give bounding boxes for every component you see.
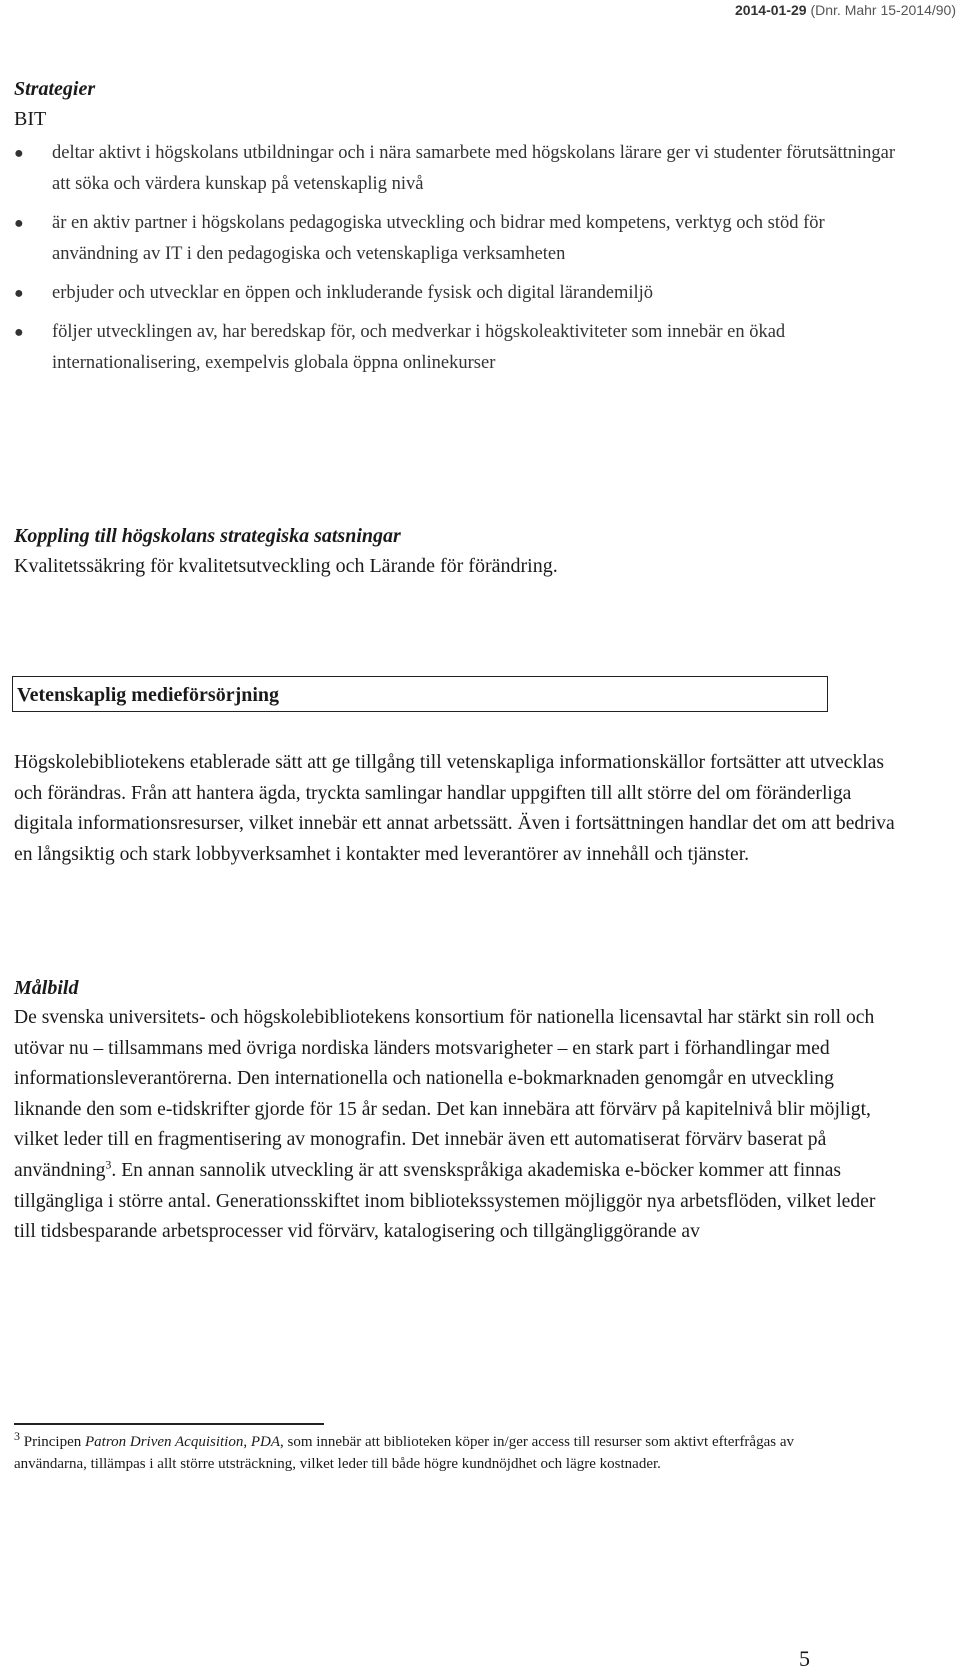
malbild-text-before: De svenska universitets- och högskolebibliotekens konsortium för nationella licensavtal har stärkt sin roll och utövar nu – tillsammans med övriga nordiska länders motsvarigheter – en stark part i förhandlingar med informationsleverantörerna. Den internationella och nationella e-bokmarknaden genomgår en utveckling liknande den som e-tidskrifter gjorde för 15 år sedan. Det kan innebära att förvärv på kapitelnivå blir möjligt, vilket leder till en fragmentisering av monografin. Det innebär även ett automatiserat förvärv baserat på användning bbox=[14, 1007, 875, 1181]
strategies-heading: Strategier bbox=[14, 78, 96, 100]
header-date: 2014-01-29 bbox=[734, 2, 807, 18]
footnote bbox=[14, 1429, 830, 1475]
coupling-heading: Koppling till högskolans strategiska satsningar bbox=[14, 525, 401, 547]
list-item-text: erbjuder och utvecklar en öppen och inkluderande fysisk och digital lärandemiljö bbox=[52, 283, 654, 303]
malbild-section bbox=[14, 973, 900, 1248]
malbild-text-after: . En annan sannolik utveckling är att svenskspråkiga akademiska e-böcker kommer att finnas tillgängliga i större antal. Generationsskiftet inom bibliotekssystemen möjliggör nya arbetsflöden, vilket leder till tidsbesparande arbetsprocesser vid förvärv, katalogisering och tillgängliggörande av bbox=[14, 1159, 876, 1243]
header-reference: (Dnr. Mahr 15-2014/90) bbox=[810, 2, 956, 18]
footnote-abbr: PDA bbox=[250, 1434, 280, 1450]
list-item bbox=[14, 317, 900, 379]
bullet-icon: ● bbox=[14, 145, 24, 162]
malbild-paragraph bbox=[14, 1003, 900, 1248]
footnote-reference[interactable]: 3 bbox=[105, 1157, 112, 1172]
coupling-text: Kvalitetssäkring för kvalitetsutveckling och Lärande för förändring. bbox=[14, 555, 558, 577]
malbild-heading: Målbild bbox=[14, 977, 79, 999]
list-item-text: är en aktiv partner i högskolans pedagogiska utveckling och bidrar med kompetens, verktyg och stöd för användning av IT i den pedagogiska och vetenskapliga verksamheten bbox=[52, 213, 825, 264]
bullet-icon: ● bbox=[14, 324, 24, 341]
coupling-section bbox=[14, 521, 900, 581]
footnote-lead: Principen bbox=[23, 1434, 85, 1450]
footnote-number: 3 bbox=[14, 1429, 20, 1443]
list-item-text: deltar aktivt i högskolans utbildningar och i nära samarbete med högskolans lärare ger vi studenter förutsättningar att söka och värdera kunskap på vetenskaplig nivå bbox=[52, 143, 896, 194]
page-header bbox=[735, 0, 956, 20]
strategies-list bbox=[14, 138, 900, 379]
list-item bbox=[14, 208, 900, 270]
footnote-term: Patron Driven Acquisition bbox=[85, 1434, 244, 1450]
page-number: 5 bbox=[799, 1646, 810, 1671]
list-item bbox=[14, 278, 900, 309]
footnote-divider bbox=[14, 1423, 324, 1425]
intro-section bbox=[14, 748, 900, 870]
list-item bbox=[14, 138, 900, 200]
section-title: Vetenskaplig medieförsörjning bbox=[17, 684, 280, 706]
strategies-section bbox=[14, 74, 900, 379]
footnote-rest: , som innebär att biblioteken köper in/ger access till resurser som aktivt efterfrågas av användarna, tillämpas i allt större utsträckning, vilket leder till både högre kundnöjdhet och lägre kostnader. bbox=[14, 1434, 794, 1472]
strategies-subheading: BIT bbox=[14, 108, 47, 130]
list-item-text: följer utvecklingen av, har beredskap för, och medverkar i högskoleaktiviteter som innebär en ökad internationalisering, exempelvis globala öppna onlinekurser bbox=[52, 322, 786, 373]
bullet-icon: ● bbox=[14, 285, 24, 302]
intro-paragraph: Högskolebibliotekens etablerade sätt att ge tillgång till vetenskapliga informationskällor fortsätter att utvecklas och förändras. Från att hantera ägda, tryckta samlingar handlar uppgiften till allt större del om föränderliga digitala informationsresurser, vilket innebär ett annat arbetssätt. Även i fortsättningen handlar det om att bedriva en långsiktig och stark lobbyverksamhet i kontakter med leverantörer av innehåll och tjänster. bbox=[14, 752, 895, 865]
section-title-box bbox=[12, 676, 828, 712]
bullet-icon: ● bbox=[14, 215, 24, 232]
footnote-sep: , bbox=[243, 1434, 251, 1450]
